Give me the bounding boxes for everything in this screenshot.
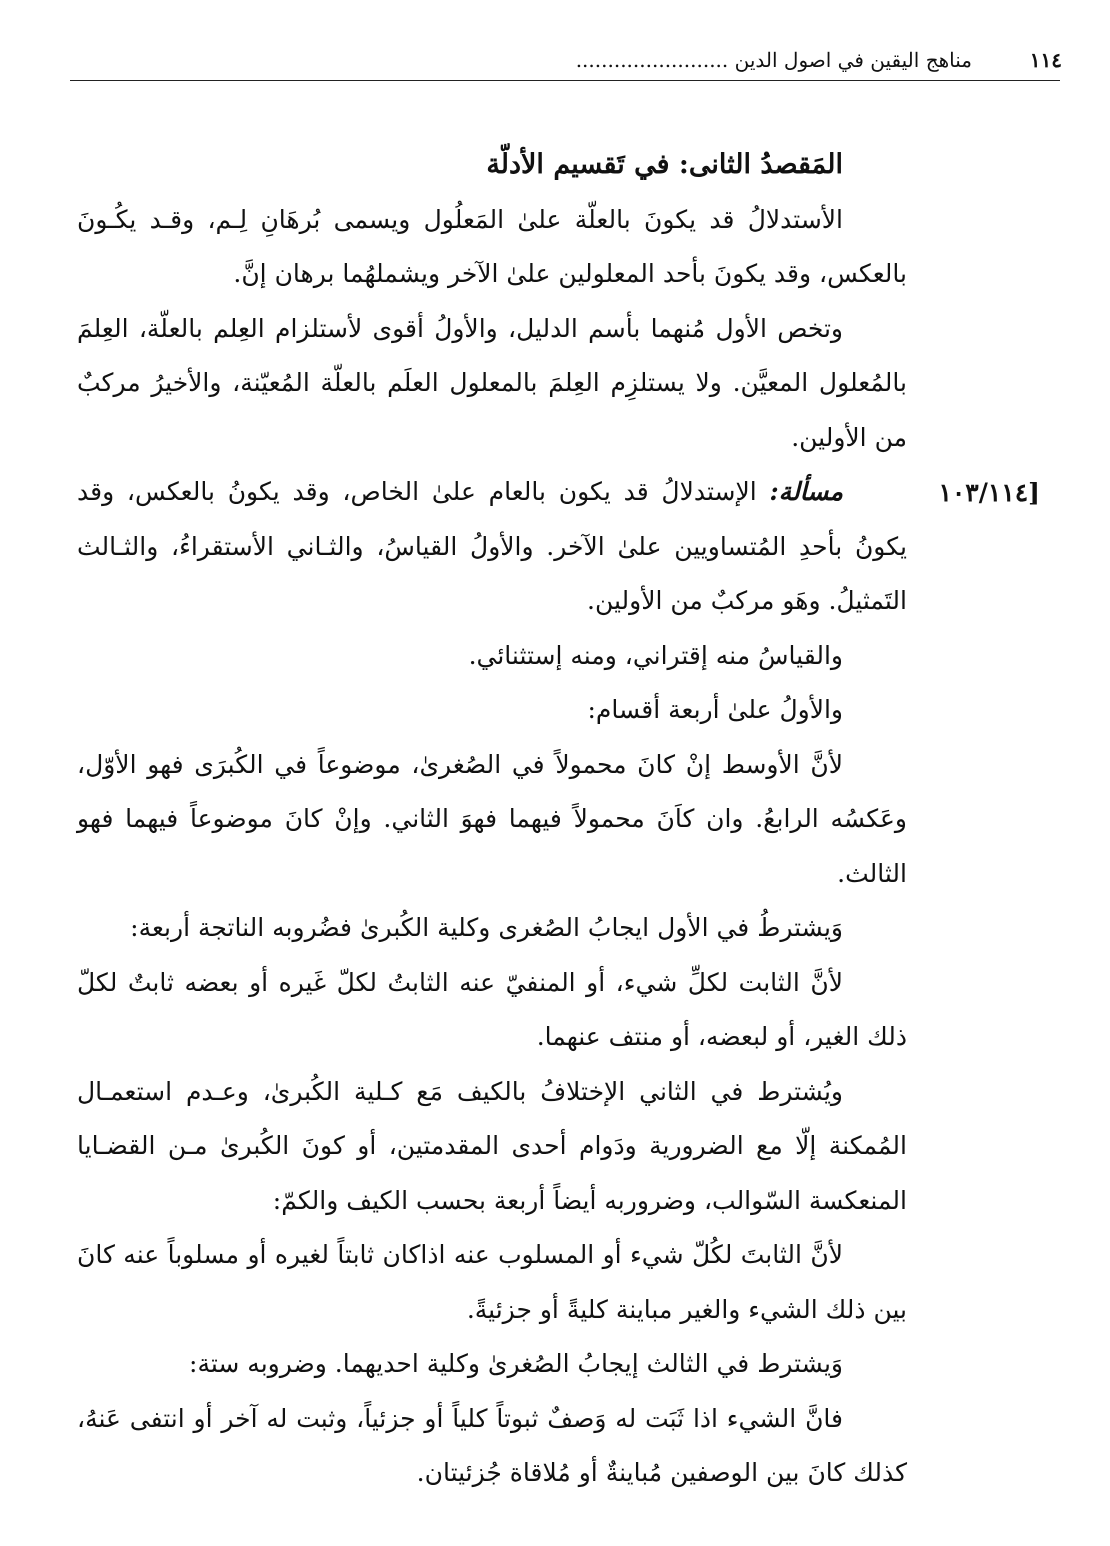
paragraph: الأستدلالُ قد يكونَ بالعلّة علىٰ المَعلُول ويسمى بُرهَانِ لِـم، وقـد يكُـونَ بالعكس، وقد يكونَ بأحد المعلولين علىٰ الآخر ويشملهُما برهان إنَّ. <box>77 204 907 288</box>
paragraph: ويُشترط في الثاني الإختلافُ بالكيف مَع كـلية الكُبرىٰ، وعـدم استعمـال المُمكنة إلّا مع الضرورية ودَوام أحدى المقدمتين، أو كونَ الكُبرىٰ مـن القضـايا المنعكسة السّوالب، وضروربه أيضاً أربعة بحسب الكيف والكمّ: <box>77 1076 907 1215</box>
paragraph: والأولُ علىٰ أربعة أقسام: <box>587 695 843 724</box>
margin-reference: [١٠٣/١١٤ <box>938 478 1040 507</box>
paragraph: وَيشترط في الثالث إيجابُ الصُغرىٰ وكلية احديهما. وضروبه ستة: <box>189 1349 843 1378</box>
paragraph: لأنَّ الأوسط إنْ كانَ محمولاً في الصُغرىٰ، موضوعاً في الكُبرَى فهو الأوّل، وعَكسُه الرابعُ. وان كاَنَ محمولاً فيهما فهوَ الثاني. وإنْ كانَ موضوعاً فيهما فهو الثالث. <box>77 749 907 888</box>
page-number: ١١٤ <box>1029 48 1062 72</box>
paragraph: لأنَّ الثابت لكلِّ شيء، أو المنفيّ عنه الثابتُ لكلّ غَيره أو بعضه ثابتٌ لكلّ ذلك الغير، أو لبعضه، أو منتف عنهما. <box>77 967 907 1051</box>
paragraph: وتخص الأول مُنهما بأسم الدليل، والأولُ أقوى لأستلزام العِلم بالعلّة، العِلمَ بالمُعلول المعيَّن. ولا يستلزِم العِلمَ بالمعلول العلَم بالعلّة المُعيّنة، والأخيرُ مركبٌ من الأولين. <box>77 313 907 452</box>
running-title: مناهج اليقين في اصول الدين ........................ <box>575 48 972 72</box>
section-heading: المَقصدُ الثانى: في تَقسيم الأدلّة <box>486 149 843 180</box>
paragraph <box>77 465 907 629</box>
paragraph: والقياسُ منه إقتراني، ومنه إستثنائي. <box>468 640 843 670</box>
issue-label: مسألة: <box>769 477 843 506</box>
paragraph: فانَّ الشيء اذا ثَبَت له وَصفٌ ثبوتاً كلياً أو جزئياً، وثبت له آخر أو انتفى عَنهُ، كذلك كانَ بين الوصفين مُباينةٌ أو مُلاقاة جُزئيتان. <box>77 1403 907 1487</box>
body-text <box>77 138 907 1501</box>
paragraph-text: الإستدلالُ قد يكون بالعام علىٰ الخاص، وقد يكونُ بالعكس، وقد يكونُ بأحدِ المُتساويين علىٰ الآخر. والأولُ القياسُ، والثـاني الأستقراءُ، والثـالث التَمثيلُ. وهَو مركبٌ من الأولين. <box>77 477 907 615</box>
paragraph: لأنَّ الثابتَ لكُلّ شيء أو المسلوب عنه اذاكان ثابتاً لغيره أو مسلوباً عنه كانَ بين ذلك الشيء والغير مباينة كليةً أو جزئيةً. <box>77 1240 907 1324</box>
running-header <box>70 40 1060 81</box>
paragraph: وَيشترطُ في الأول ايجابُ الصُغرى وكلية الكُبرىٰ فضُروبه الناتجة أربعة: <box>130 913 843 942</box>
